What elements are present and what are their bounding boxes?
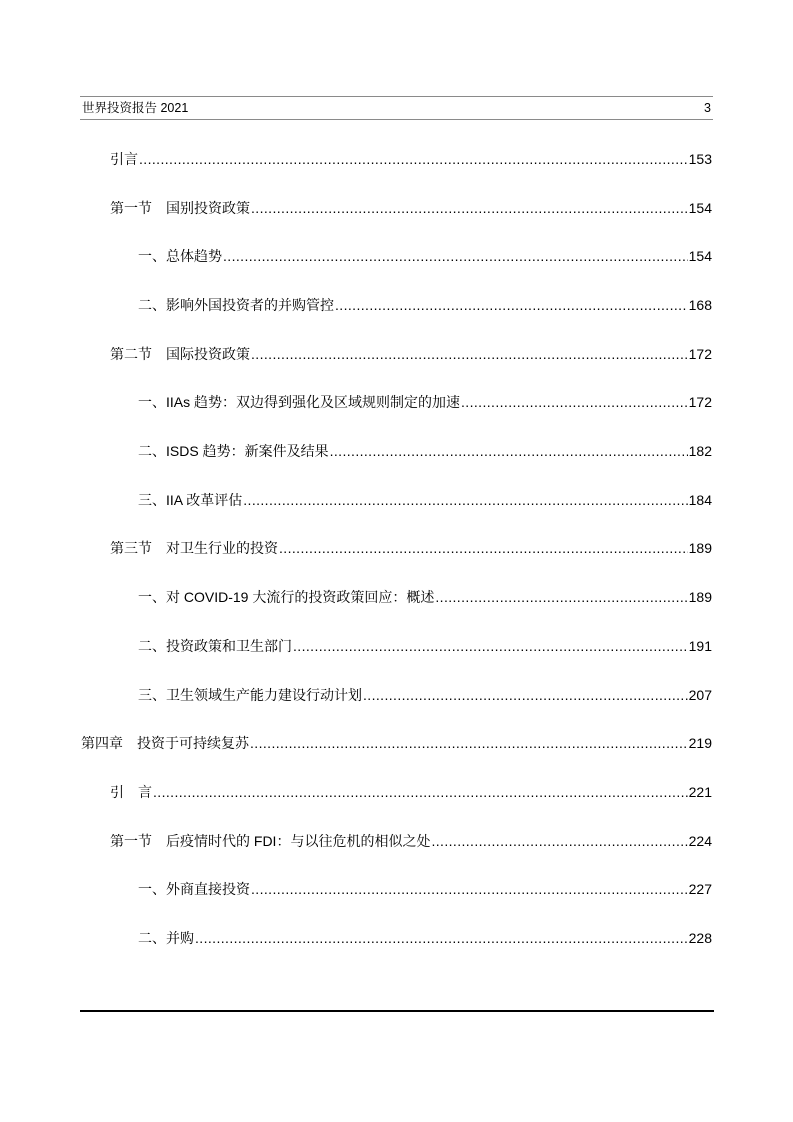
toc-entry-page: 184: [688, 492, 712, 508]
toc-entry-subsection[interactable]: [138, 245, 712, 265]
dot-leader: [243, 491, 687, 509]
toc-entry-page: 191: [688, 638, 712, 654]
toc-entry-label: 三、卫生领域生产能力建设行动计划: [138, 687, 362, 703]
footer-rule: [80, 1010, 714, 1012]
toc-entry-subsection[interactable]: [138, 635, 712, 655]
dot-leader: [435, 588, 687, 606]
toc-entry-label: 第四章 投资于可持续复苏: [81, 735, 249, 751]
toc-entry-page: 228: [688, 930, 712, 946]
toc-entry-page: 224: [688, 833, 712, 849]
toc-entry-subsection[interactable]: [138, 294, 712, 314]
toc-entry-label: 一、对 COVID-19 大流行的投资政策回应：概述: [138, 589, 435, 605]
dot-leader: [195, 929, 688, 947]
toc-entry-label: 一、IIAs 趋势：双边得到强化及区域规则制定的加速: [138, 394, 461, 410]
toc-entry-introduction[interactable]: [110, 148, 712, 168]
toc-entry-page: 172: [688, 394, 712, 410]
toc-entry-page: 221: [688, 784, 712, 800]
dot-leader: [293, 637, 688, 655]
toc-entry-section-1[interactable]: [110, 830, 712, 850]
dot-leader: [153, 783, 688, 801]
toc-entry-page: 189: [688, 589, 712, 605]
toc-entry-page: 189: [688, 540, 712, 556]
toc-entry-subsection[interactable]: [138, 391, 712, 411]
toc-entry-subsection[interactable]: [138, 440, 712, 460]
toc-entry-subsection[interactable]: [138, 489, 712, 509]
toc-entry-introduction[interactable]: [110, 781, 712, 801]
toc-entry-page: 219: [688, 735, 712, 751]
toc-entry-label: 二、影响外国投资者的并购管控: [138, 297, 334, 313]
toc-entry-page: 172: [688, 346, 712, 362]
toc-entry-section-3[interactable]: [110, 537, 712, 557]
running-title: 世界投资报告 2021: [82, 101, 189, 115]
dot-leader: [251, 880, 688, 898]
toc-entry-page: 227: [688, 881, 712, 897]
dot-leader: [251, 199, 688, 217]
toc-entry-label: 二、投资政策和卫生部门: [138, 638, 292, 654]
toc-entry-label: 第三节 对卫生行业的投资: [110, 540, 278, 556]
toc-entry-subsection[interactable]: [138, 927, 712, 947]
toc-entry-page: 154: [688, 200, 712, 216]
toc-entry-subsection[interactable]: [138, 586, 712, 606]
toc-entry-page: 153: [688, 151, 712, 167]
dot-leader: [461, 393, 688, 411]
dot-leader: [363, 686, 688, 704]
dot-leader: [279, 539, 688, 557]
toc-entry-label: 二、并购: [138, 930, 194, 946]
toc-entry-label: 一、外商直接投资: [138, 881, 250, 897]
toc-entry-chapter-4[interactable]: [81, 732, 712, 752]
toc-entry-section-1[interactable]: [110, 197, 712, 217]
toc-entry-subsection[interactable]: [138, 684, 712, 704]
toc-entry-label: 一、总体趋势: [138, 248, 222, 264]
toc-entry-label: 第一节 后疫情时代的 FDI：与以往危机的相似之处: [110, 833, 431, 849]
dot-leader: [330, 442, 688, 460]
toc-entry-label: 第一节 国别投资政策: [110, 200, 250, 216]
dot-leader: [251, 345, 688, 363]
toc-entry-label: 第二节 国际投资政策: [110, 346, 250, 362]
toc-entry-label: 引言: [110, 151, 138, 167]
dot-leader: [223, 247, 688, 265]
toc-entry-subsection[interactable]: [138, 878, 712, 898]
dot-leader: [335, 296, 688, 314]
toc-entry-label: 引 言: [110, 784, 152, 800]
toc-entry-page: 168: [688, 297, 712, 313]
dot-leader: [139, 150, 688, 168]
toc-entry-page: 182: [688, 443, 712, 459]
toc-entry-page: 154: [688, 248, 712, 264]
toc-entry-label: 二、ISDS 趋势：新案件及结果: [138, 443, 329, 459]
dot-leader: [431, 832, 687, 850]
dot-leader: [250, 734, 688, 752]
toc-entry-page: 207: [688, 687, 712, 703]
page-number: 3: [704, 101, 711, 115]
toc-entry-section-2[interactable]: [110, 343, 712, 363]
toc-entry-label: 三、IIA 改革评估: [138, 492, 243, 508]
